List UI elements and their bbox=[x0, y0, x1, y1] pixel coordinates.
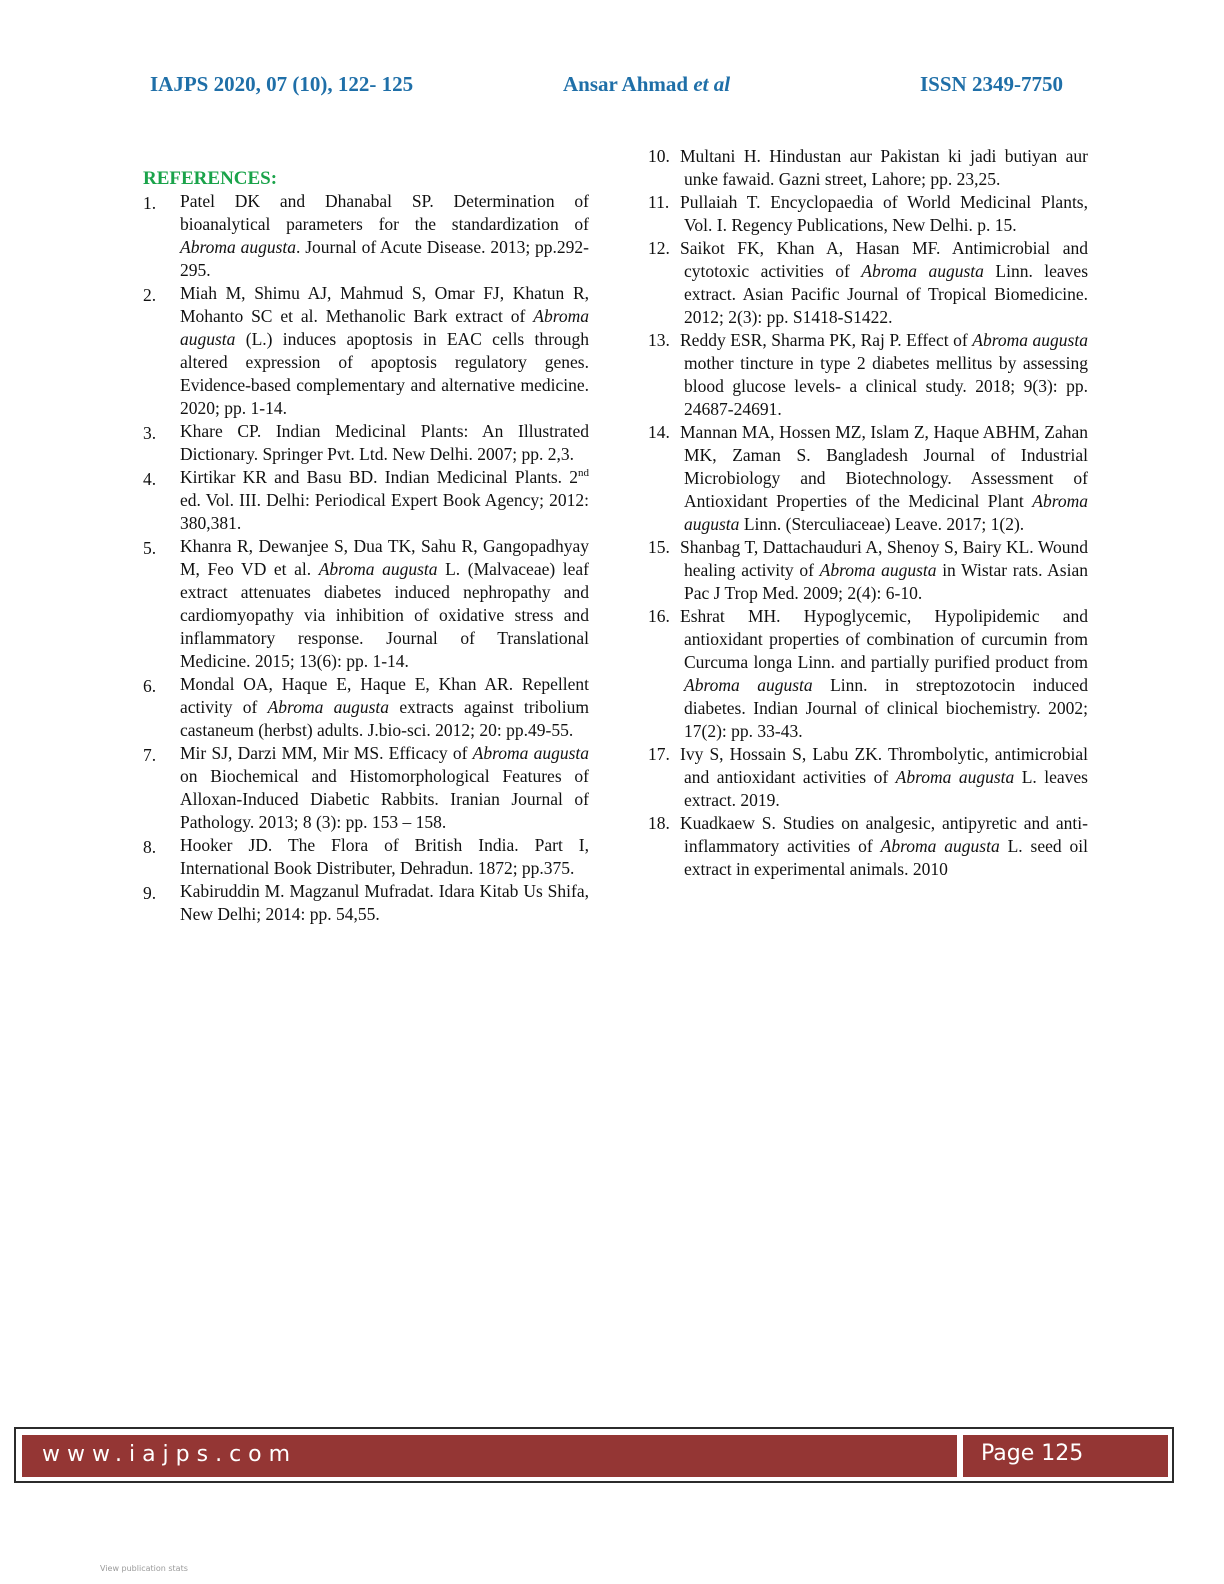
reference-text: Linn. (Sterculiaceae) Leave. 2017; 1(2). bbox=[739, 514, 1025, 534]
reference-item bbox=[648, 421, 1088, 536]
reference-text: on Biochemical and Histomorphological Features of Alloxan-Induced Diabetic Rabbits. Iranian Journal of Pathology. 2013; 8 (3): pp. 153 – 158. bbox=[180, 766, 589, 832]
reference-number: 10. bbox=[648, 146, 670, 166]
reference-number: 14. bbox=[648, 422, 670, 442]
page-header bbox=[0, 72, 1224, 102]
reference-text: L. seed oil extract in experimental animals. 2010 bbox=[684, 836, 1088, 879]
reference-number: 11. bbox=[648, 192, 670, 212]
reference-number: 8. bbox=[143, 837, 157, 857]
reference-text: extracts against tribolium castaneum (herbst) adults. J.bio-sci. 2012; 20: pp.49-55. bbox=[180, 697, 589, 740]
reference-text: Khanra R, Dewanjee S, Dua TK, Sahu R, Gangopadhyay M, Feo VD et al. bbox=[180, 536, 589, 579]
reference-text: Miah M, Shimu AJ, Mahmud S, Omar FJ, Khatun R, Mohanto SC et al. Methanolic Bark extract of bbox=[180, 283, 589, 326]
reference-item bbox=[143, 673, 589, 742]
reference-number: 1. bbox=[143, 193, 157, 213]
reference-text: Kabiruddin M. Magzanul Mufradat. Idara Kitab Us Shifa, New Delhi; 2014: pp. 54,55. bbox=[180, 881, 589, 924]
reference-item bbox=[143, 880, 589, 926]
reference-item bbox=[648, 536, 1088, 605]
reference-number: 3. bbox=[143, 423, 157, 443]
reference-number: 18. bbox=[648, 813, 670, 833]
reference-item bbox=[648, 237, 1088, 329]
species-name: Abroma augusta bbox=[880, 836, 1000, 856]
reference-number: 17. bbox=[648, 744, 670, 764]
species-name: Abroma augusta bbox=[267, 697, 390, 717]
reference-number: 12. bbox=[648, 238, 670, 258]
reference-text: Kirtikar KR and Basu BD. Indian Medicinal Plants. 2 bbox=[180, 467, 578, 487]
reference-text: in Wistar rats. Asian Pac J Trop Med. 2009; 2(4): 6-10. bbox=[684, 560, 1088, 603]
reference-item bbox=[143, 190, 589, 282]
reference-text: mother tincture in type 2 diabetes mellitus by assessing blood glucose levels- a clinical study. 2018; 9(3): pp. 24687-24691. bbox=[684, 353, 1088, 419]
species-name: Abroma augusta bbox=[180, 237, 297, 257]
reference-text: Linn. leaves extract. Asian Pacific Journal of Tropical Biomedicine. 2012; 2(3): pp. S1418-S1422. bbox=[684, 261, 1089, 327]
reference-number: 15. bbox=[648, 537, 670, 557]
reference-item bbox=[648, 191, 1088, 237]
reference-number: 2. bbox=[143, 285, 157, 305]
reference-number: 4. bbox=[143, 469, 157, 489]
reference-item bbox=[143, 420, 589, 466]
reference-item bbox=[143, 535, 589, 673]
superscript: nd bbox=[578, 467, 589, 480]
reference-text: Khare CP. Indian Medicinal Plants: An Illustrated Dictionary. Springer Pvt. Ltd. New Delhi. 2007; pp. 2,3. bbox=[180, 421, 589, 464]
et-al: et al bbox=[693, 72, 731, 96]
reference-item bbox=[648, 605, 1088, 743]
species-name: Abroma augusta bbox=[972, 330, 1088, 350]
author-line bbox=[563, 72, 730, 97]
references-list-left bbox=[143, 190, 589, 926]
references-heading: REFERENCES: bbox=[143, 168, 278, 189]
reference-text: Mir SJ, Darzi MM, Mir MS. Efficacy of bbox=[180, 743, 473, 763]
reference-text: Mondal OA, Haque E, Haque E, Khan AR. Repellent activity of bbox=[180, 674, 589, 717]
reference-text: Pullaiah T. Encyclopaedia of World Medicinal Plants, Vol. I. Regency Publications, New Delhi. p. 15. bbox=[680, 192, 1088, 235]
website-url[interactable]: www.iajps.com bbox=[42, 1442, 298, 1467]
reference-text: L. leaves extract. 2019. bbox=[684, 767, 1088, 810]
reference-text: L. (Malvaceae) leaf extract attenuates diabetes induced nephropathy and cardiomyopathy via inhibition of oxidative stress and inflammatory response. Journal of Translational Medicine. 2015; 13(6): pp. 1-14. bbox=[180, 559, 589, 671]
species-name: Abroma augusta bbox=[861, 261, 984, 281]
page-number: Page 125 bbox=[981, 1441, 1084, 1466]
reference-text: . Journal of Acute Disease. 2013; pp.292-295. bbox=[180, 237, 589, 280]
author-name: Ansar Ahmad bbox=[563, 72, 689, 96]
species-name: Abroma augusta bbox=[472, 743, 589, 763]
reference-number: 6. bbox=[143, 676, 157, 696]
reference-item bbox=[143, 466, 589, 535]
reference-item bbox=[143, 834, 589, 880]
journal-citation: IAJPS 2020, 07 (10), 122- 125 bbox=[150, 72, 414, 96]
footer-url-bar bbox=[22, 1435, 957, 1477]
reference-number: 5. bbox=[143, 538, 157, 558]
reference-item bbox=[648, 743, 1088, 812]
reference-number: 9. bbox=[143, 883, 157, 903]
reference-text: Linn. in streptozotocin induced diabetes. Indian Journal of clinical biochemistry. 2002; 17(2): pp. 33-43. bbox=[684, 675, 1088, 741]
footer-page-bar bbox=[963, 1435, 1168, 1477]
species-name: Abroma augusta bbox=[318, 559, 438, 579]
reference-text: Ivy S, Hossain S, Labu ZK. Thrombolytic, antimicrobial and antioxidant activities of bbox=[680, 744, 1088, 787]
species-name: Abroma augusta bbox=[819, 560, 937, 580]
reference-number: 16. bbox=[648, 606, 670, 626]
reference-number: 7. bbox=[143, 745, 157, 765]
reference-text: Reddy ESR, Sharma PK, Raj P. Effect of bbox=[680, 330, 973, 350]
reference-number: 13. bbox=[648, 330, 670, 350]
reference-text: Mannan MA, Hossen MZ, Islam Z, Haque ABHM, Zahan MK, Zaman S. Bangladesh Journal of Industrial Microbiology and Biotechnology. Assessment of Antioxidant Properties of the Medicinal Plant bbox=[680, 422, 1088, 511]
reference-text: ed. Vol. III. Delhi: Periodical Expert Book Agency; 2012: 380,381. bbox=[180, 490, 589, 533]
species-name: Abroma augusta bbox=[895, 767, 1015, 787]
reference-text: Shanbag T, Dattachauduri A, Shenoy S, Bairy KL. Wound healing activity of bbox=[680, 537, 1088, 580]
species-name: Abroma augusta bbox=[684, 491, 1088, 534]
references-column-right bbox=[648, 145, 1088, 881]
reference-item bbox=[143, 742, 589, 834]
references-column-left bbox=[143, 167, 589, 926]
reference-text: (L.) induces apoptosis in EAC cells through altered expression of apoptosis regulatory genes. Evidence-based complementary and alternative medicine. 2020; pp. 1-14. bbox=[180, 329, 589, 418]
issn: ISSN 2349-7750 bbox=[920, 72, 1063, 96]
reference-text: Eshrat MH. Hypoglycemic, Hypolipidemic and antioxidant properties of combination of curcumin from Curcuma longa Linn. and partially purified product from bbox=[680, 606, 1088, 672]
reference-item bbox=[143, 282, 589, 420]
references-list-right bbox=[648, 145, 1088, 881]
reference-text: Saikot FK, Khan A, Hasan MF. Antimicrobial and cytotoxic activities of bbox=[680, 238, 1088, 281]
reference-item bbox=[648, 145, 1088, 191]
reference-text: Kuadkaew S. Studies on analgesic, antipyretic and anti-inflammatory activities of bbox=[680, 813, 1088, 856]
reference-item bbox=[648, 329, 1088, 421]
publication-stats-link[interactable]: View publication stats bbox=[100, 1564, 188, 1573]
reference-text: Multani H. Hindustan aur Pakistan ki jadi butiyan aur unke fawaid. Gazni street, Lahore; pp. 23,25. bbox=[680, 146, 1088, 189]
species-name: Abroma augusta bbox=[684, 675, 813, 695]
reference-text: Patel DK and Dhanabal SP. Determination of bioanalytical parameters for the standardization of bbox=[180, 191, 589, 234]
species-name: Abroma augusta bbox=[180, 306, 589, 349]
page-footer bbox=[14, 1427, 1174, 1483]
reference-text: Hooker JD. The Flora of British India. Part I, International Book Distributer, Dehradun. 1872; pp.375. bbox=[180, 835, 589, 878]
reference-item bbox=[648, 812, 1088, 881]
